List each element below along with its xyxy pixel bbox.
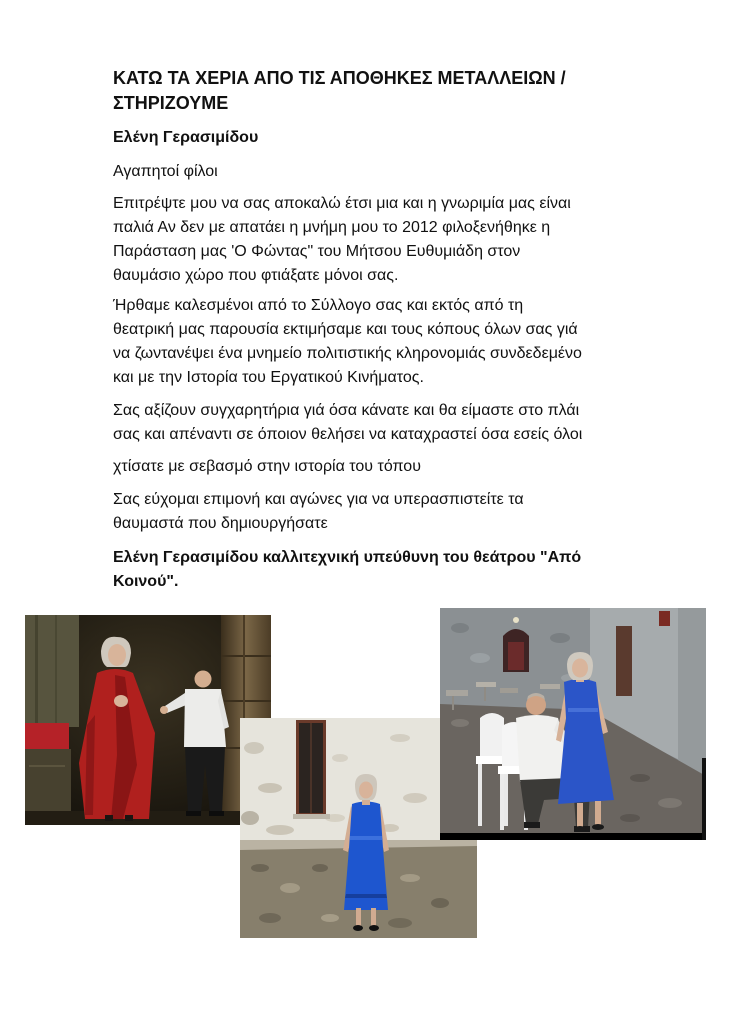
paragraph-line: Ήρθαμε καλεσμένοι από το Σύλλογο σας και εκτός από τη	[113, 297, 524, 314]
photo-stage-image	[25, 615, 271, 825]
window	[293, 720, 330, 819]
paragraph-line: θαυμάσιο χώρο που φτιάξατε μόνοι σας.	[113, 267, 399, 284]
signature	[113, 546, 581, 594]
photo-courtyard-image	[440, 608, 706, 840]
stage-left-wall	[25, 615, 79, 815]
paragraph-line: Επιτρέψτε μου να σας αποκαλώ έτσι μια και η γνωριμία μας είναι	[113, 195, 571, 212]
paragraph-line: και με την Ιστορία του Εργατικού Κινήματος.	[113, 369, 424, 386]
signature-line: Κοινού".	[113, 573, 179, 590]
paragraph-line: σας και απέναντι σε όποιον θελήσει να καταχραστεί όσα εσείς όλοι	[113, 426, 583, 443]
paragraph-line: Σας αξίζουν συγχαρητήρια γιά όσα κάνατε και θα είμαστε στο πλάι	[113, 402, 580, 419]
paragraph-line: χτίσατε με σεβασμό στην ιστορία του τόπου	[113, 458, 421, 475]
signature-line: Ελένη Γερασιμίδου καλλιτεχνική υπεύθυνη του θεάτρου "Από	[113, 549, 582, 566]
photo-stage-performance	[25, 615, 271, 825]
paragraph-line: να ζωντανέψει ένα μνημείο πολιτιστικής κληρονομιάς συνδεδεμένο	[113, 345, 582, 362]
greeting: Αγαπητοί φίλοι	[113, 163, 218, 180]
photo-courtyard-couple	[440, 608, 706, 840]
page-title	[113, 66, 566, 116]
title-line: ΣΤΗΡΙΖΟΥΜΕ	[113, 93, 229, 113]
paragraph-line: θαυμαστά που δημιουργήσατε	[113, 515, 328, 532]
paragraph	[113, 294, 582, 390]
paragraph-line: θεατρική μας παρουσία εκτιμήσαμε και τους κόπους όλων σας γιά	[113, 321, 578, 338]
author-name: Ελένη Γερασιμίδου	[113, 129, 259, 146]
paragraph	[113, 488, 524, 536]
paragraph	[113, 455, 421, 479]
paragraph	[113, 399, 582, 447]
paragraph-line: παλιά Αν δεν με απατάει η μνήμη μου το 2012 φιλοξενήθηκε η	[113, 219, 551, 236]
paragraph-line: Σας εύχομαι επιμονή και αγώνες για να υπερασπιστείτε τα	[113, 491, 524, 508]
paragraph-line: Παράσταση μας 'Ο Φώντας" του Μήτσου Ευθυμιάδη στον	[113, 243, 521, 260]
title-line: ΚΑΤΩ ΤΑ ΧΕΡΙΑ ΑΠΟ ΤΙΣ ΑΠΟΘΗΚΕΣ ΜΕΤΑΛΛΕΙΩΝ /	[113, 68, 566, 88]
paragraph	[113, 192, 571, 288]
